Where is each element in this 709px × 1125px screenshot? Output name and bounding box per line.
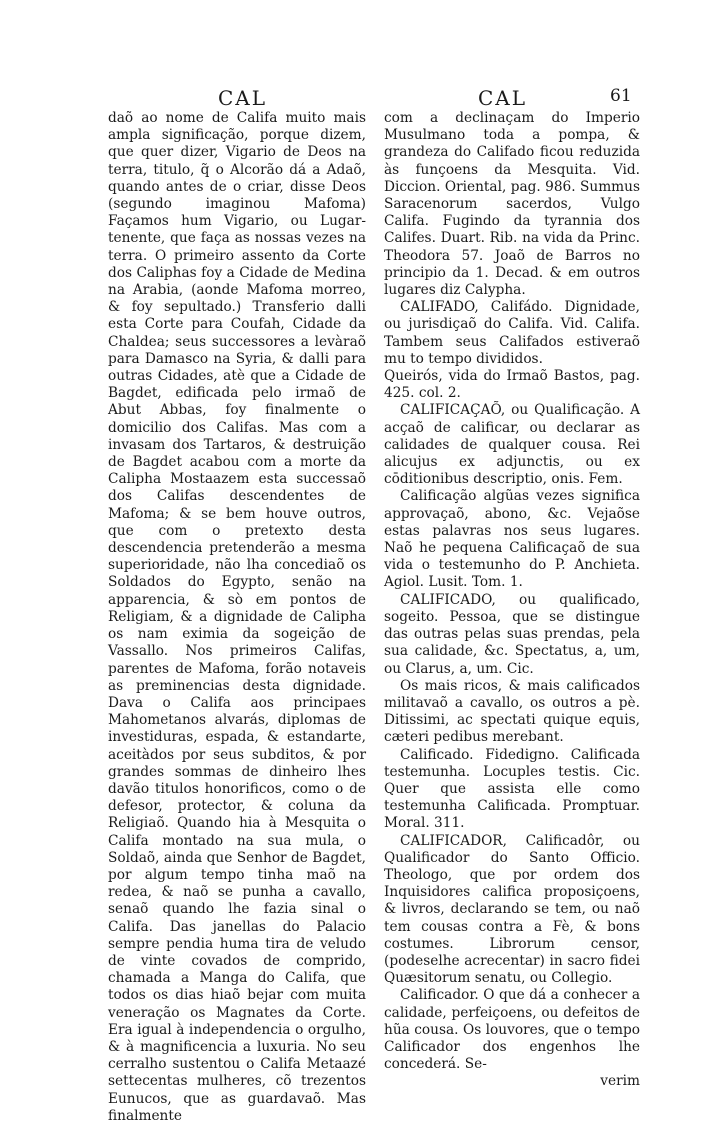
entry-calificacao: CALIFICAÇAÕ, ou Qualificação. A acçaõ de calificar, ou declarar as calidades de qualquer cousa. Rei alicujus ex adjunctis, ou ex cōditionibus descriptio, onis. Fem.	[384, 402, 640, 488]
entry-citation: Queirós, vida do Irmaõ Bastos, pag. 425. col. 2.	[384, 368, 640, 402]
right-text-column	[384, 110, 640, 1091]
catchword: verim	[600, 1073, 640, 1090]
entry-calificado-example: Os mais ricos, & mais calificados militavaõ a cavallo, os outros a pè. Ditissimi, ac spectati quique equis, cæteri pedibus merebant.	[384, 677, 640, 746]
entry-calificador-sense: Calificador. O que dá a conhecer a calidade, perfeiçoens, ou defeitos de hũa cousa. Os louvores, que o tempo Calificador dos engenhos lhe concederá. Se-	[384, 987, 640, 1073]
entry-calificado-fidedigno: Calificado. Fidedigno. Calificada testemunha. Locuples testis. Cic. Quer que assista elle como testemunha Calificada. Promptuar. Moral. 311.	[384, 746, 640, 832]
page-number: 61	[610, 86, 632, 106]
left-running-title: CAL	[218, 86, 268, 110]
entry-calificador: CALIFICADOR, Calificadôr, ou Qualificador do Santo Officio. Theologo, que por ordem dos Inquisidores califica proposiçoens, & livros, declarando se tem, ou naõ tem cousas contra a Fè, & bons costumes. Librorum censor, (podeselhe acrecentar) in sacro fidei Quæsitorum senatu, ou Collegio.	[384, 832, 640, 987]
left-paragraph: daõ ao nome de Califa muito mais ampla significação, porque dizem, que quer dizer, Vigario de Deos na terra, titulo, q̃ o Alcorão dá a Adaõ, quando antes de o criar, disse Deos (segundo imaginou Mafoma) Façamos hum Vigario, ou Lugar-tenente, que faça as nossas vezes na terra. O primeiro assento da Corte dos Caliphas foy a Cidade de Medina na Arabia, (aonde Mafoma morreo, & foy sepultado.) Transferio dalli esta Corte para Coufah, Cidade da Chaldea; seus successores a levàraõ para Damasco na Syria, & dalli para outras Cidades, atè que a Cidade de Bagdet, edificada pelo irmaõ de Abut Abbas, foy finalmente o domicilio dos Califas. Mas com a invasam dos Tartaros, & destruição de Bagdet acabou com a morte da Calipha Mostaazem esta successaõ dos Califas descendentes de Mafoma; & se bem houve outros, que com o pretexto desta descendencia pretenderão a mesma superioridade, não lha concediaõ os Soldados do Egypto, senão na apparencia, & sò em pontos de Religiam, & a dignidade de Calipha os nam eximia da sogeição de Vassallo. Nos primeiros Califas, parentes de Mafoma, forão notaveis as preminencias desta dignidade. Dava o Califa aos principaes Mahometanos alvarás, diplomas de investiduras, espada, & estandarte, aceitàdos por seus subditos, & por grandes sommas de dinheiro lhes davão titulos honorificos, como o de defesor, protector, & coluna da Religiaõ. Quando hia à Mesquita o Califa montado na sua mula, o Soldaõ, ainda que Senhor de Bagdet, por algum tempo tinha maõ na redea, & naõ se punha a cavallo, senaõ quando lhe fazia sinal o Califa. Das janellas do Palacio sempre pendia huma tira de veludo de vinte covados de comprido, chamada a Manga do Califa, que todos os dias hiaõ bejar com muita veneração os Magnates da Corte. Era igual à independencia o orgulho, & à magnificencia a luxuria. No seu cerralho sustentou o Califa Metaazé settecentas mulheres, cõ trezentos Eunucos, que as guardavaõ. Mas finalmente	[108, 110, 366, 1124]
entry-califado: CALIFADO, Califádo. Dignidade, ou jurisdiçaõ do Califa. Vid. Califa. Tambem seus Califados estiveraõ mu to tempo divididos.	[384, 299, 640, 367]
entry-paragraph: com a declinaçam do Imperio Musulmano toda a pompa, & grandeza do Califado ficou reduzida às funçoens da Mesquita. Vid. Diccion. Oriental, pag. 986. Summus Saracenorum sacerdos, Vulgo Califa. Fugindo da tyrannia dos Califes. Duart. Rib. na vida da Princ. Theodora 57. Joaõ de Barros no principio da 1. Decad. & em outros lugares diz Calypha.	[384, 110, 640, 299]
left-text-column	[108, 110, 366, 1125]
entry-calificado: CALIFICADO, ou qualificado, sogeito. Pessoa, que se distingue das outras pelas suas prendas, pela sua calidade, &c. Spectatus, a, um, ou Clarus, a, um. Cic.	[384, 591, 640, 677]
running-header	[0, 86, 709, 112]
right-running-title: CAL	[478, 86, 528, 110]
entry-calificacao-sense: Calificação algũas vezes significa approvaçaõ, abono, &c. Vejaõse estas palavras nos seus lugares. Naõ he pequena Calificaçaõ de sua vida o testemunho do P. Anchieta. Agiol. Lusit. Tom. 1.	[384, 488, 640, 591]
